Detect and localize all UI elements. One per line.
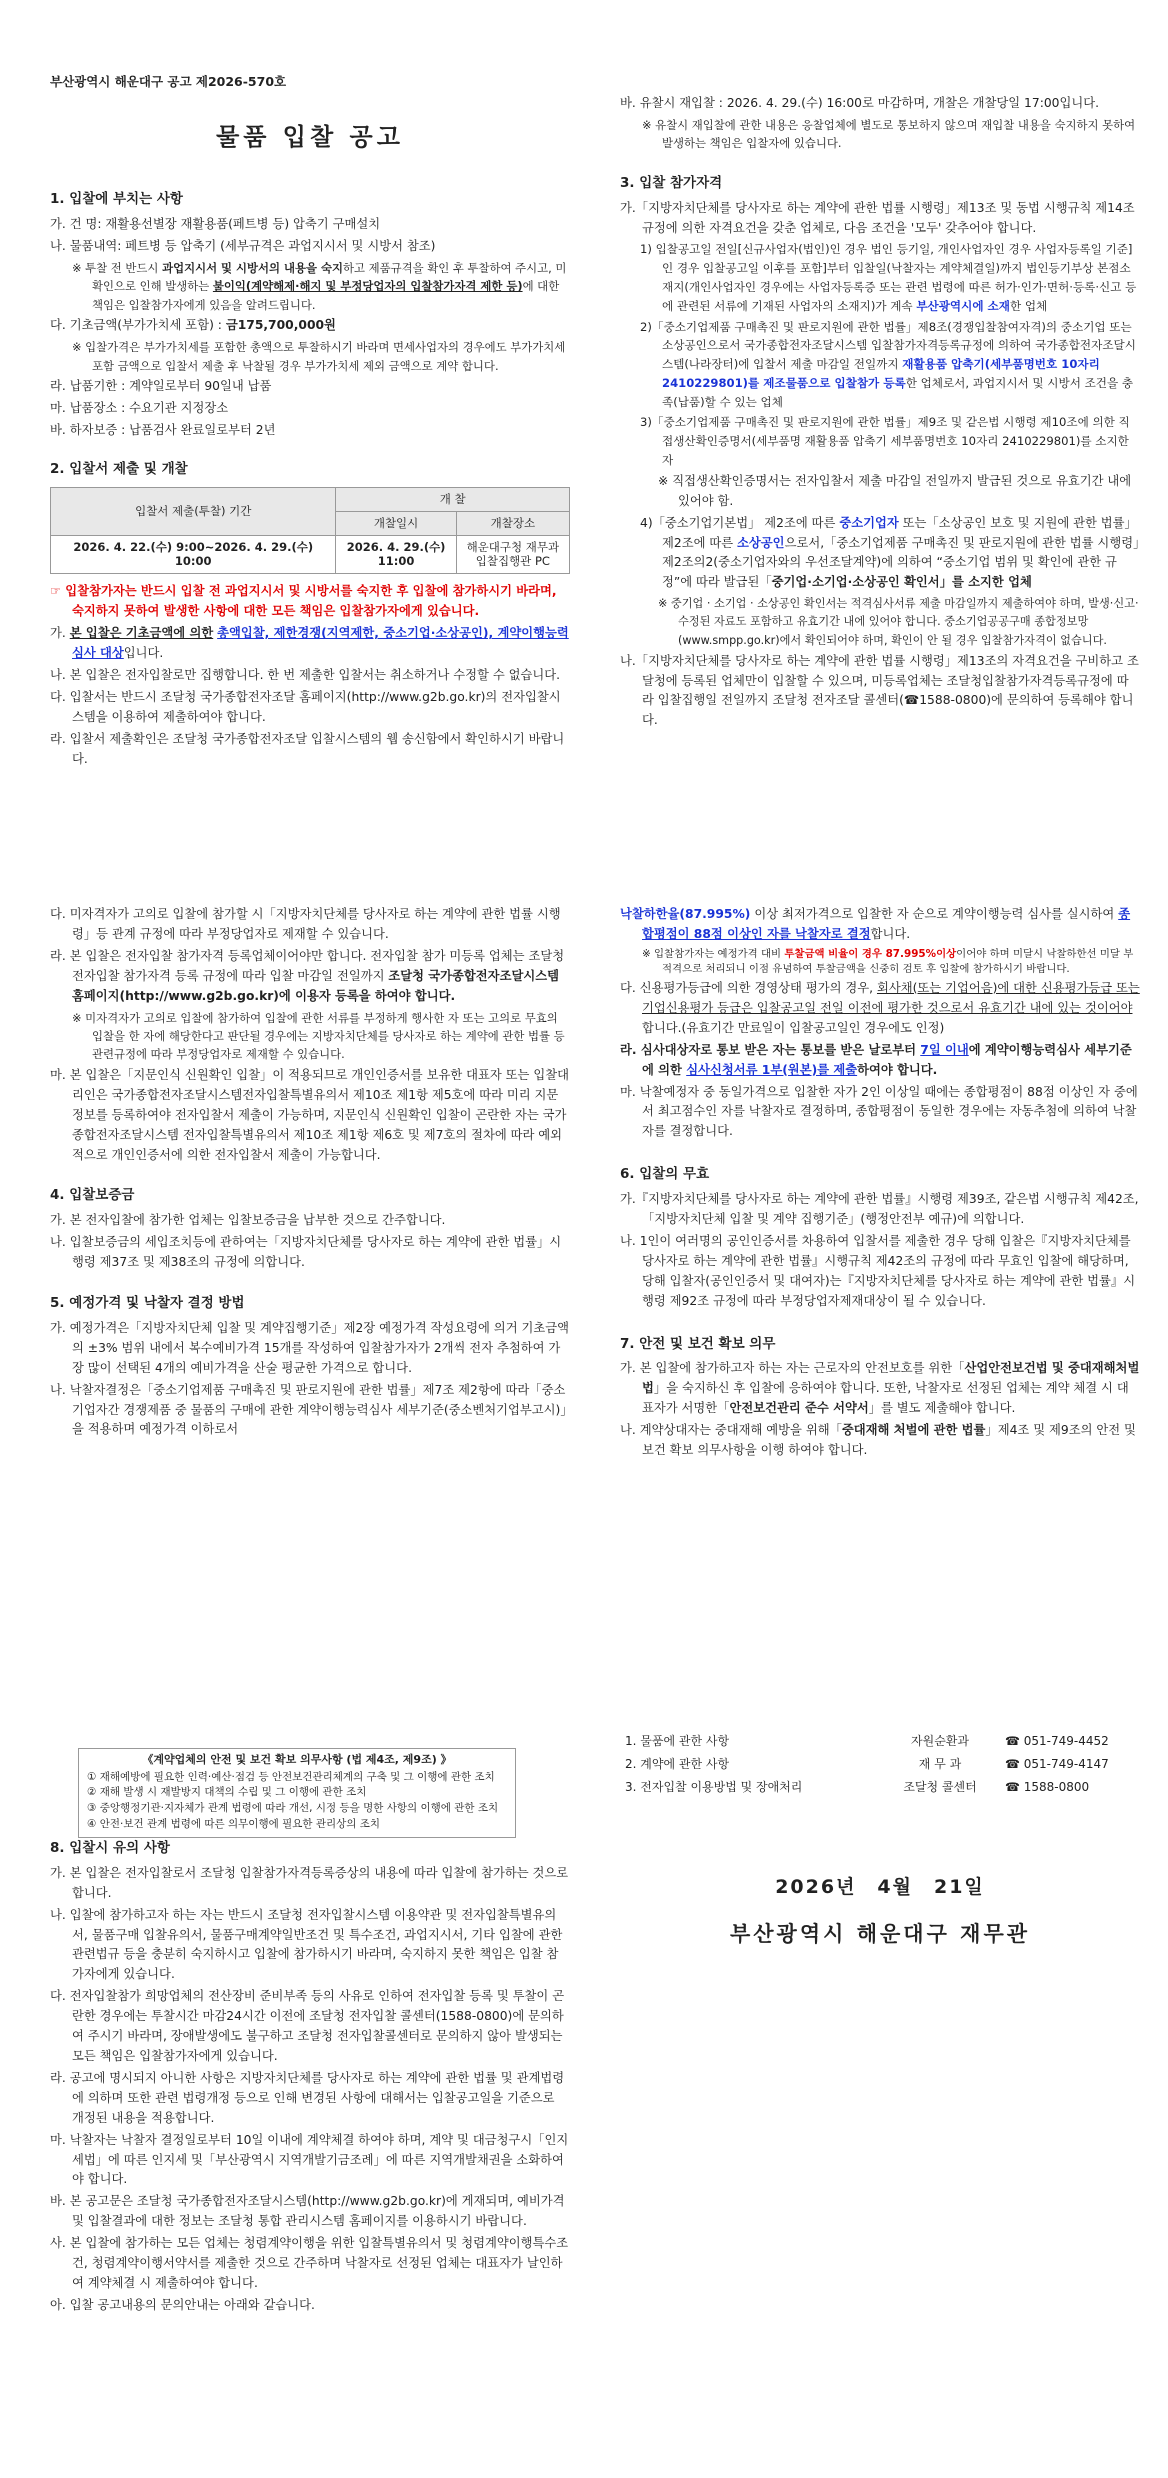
s2-item-a: 가. 본 입찰은 기초금액에 의한 총액입찰, 제한경쟁(지역제한, 중소기업·소상공인), 계약이행능력심사 대상입니다. — [50, 626, 569, 661]
s3-item-a3: 3)「중소기업제품 구매촉진 및 판로지원에 관한 법률」제9조 및 같은법 시행령 제10조에 의한 직접생산확인증명서(세부품명 재활용품 압축기 세부품명번호 10자리 2410229801)를 소지한 자 — [640, 415, 1130, 468]
s8-item-e: 마. 낙찰자는 낙찰자 결정일로부터 10일 이내에 계약체결 하여야 하며, 계약 및 대금청구시「인지세법」에 따른 인지세 및「부산광역시 지역개발기금조례」에 따른 지역개발채권을 소화하여야 합니다. — [50, 2132, 569, 2187]
s1-note-1: ※ 투찰 전 반드시 과업지시서 및 시방서의 내용을 숙지하고 제품규격을 확인 후 투찰하여 주시고, 미확인으로 인해 발생하는 불이익(계약해제·해지 및 부정당업자의 입찰참가자격 제한 등)에 대한 책임은 입찰참가자에게 있음을 알려드립니다. — [72, 260, 567, 312]
contact-row — [625, 1753, 1145, 1776]
schedule-header-open-place: 개찰장소 — [456, 511, 569, 535]
page1-left-column — [50, 72, 570, 772]
s4-item-a: 가. 본 전자입찰에 참가한 업체는 입찰보증금을 납부한 것으로 간주합니다. — [50, 1213, 446, 1228]
page2-right-column — [620, 905, 1140, 1463]
s8-item-a: 가. 본 입찰은 전자입찰로서 조달청 입찰참가자격등록증상의 내용에 따라 입찰에 참가하는 것으로 합니다. — [50, 1865, 569, 1900]
section-6-title: 6. 입찰의 무효 — [620, 1166, 710, 1183]
contact-phone: ☎ 051-749-4147 — [1005, 1756, 1109, 1771]
s8-item-f: 바. 본 공고문은 조달청 국가종합전자조달시스템(http://www.g2b.go.kr)에 게재되며, 예비가격 및 입찰결과에 대한 정보는 조달청 통합 관리시스템 홈페이지를 이용하시기 바랍니다. — [50, 2194, 565, 2229]
s4-item-b: 나. 입찰보증금의 세입조치등에 관하여는「지방자치단체를 당사자로 하는 계약에 관한 법률」시행령 제37조 및 제38조의 규정에 의합니다. — [50, 1235, 562, 1270]
section-2-title: 2. 입찰서 제출 및 개찰 — [50, 460, 188, 477]
section-5-title: 5. 예정가격 및 낙찰자 결정 방법 — [50, 1295, 245, 1312]
contact-row — [625, 1776, 1145, 1799]
page-title: 물품 입찰 공고 — [216, 123, 404, 152]
schedule-table — [50, 487, 570, 575]
contact-dept: 조달청 콜센터 — [903, 1779, 977, 1794]
s3-item-c: 다. 미자격자가 고의로 입찰에 참가할 시「지방자치단체를 당사자로 하는 계약에 관한 법률 시행령」등 관계 규정에 따라 부정당업자로 제재할 수 있습니다. — [50, 907, 561, 941]
s3-item-d: 라. 본 입찰은 전자입찰 참가자격 등록업체이어야만 합니다. 전자입찰 참가 미등록 업체는 조달청 전자입찰 참가자격 등록 규정에 따라 입찰 마감일 전일까지 조달청 국가종합전자조달시스템 홈페이지(http://www.g2b.go.kr)에 이용자 등록을 하여야 합니다. — [50, 948, 565, 1003]
safety-duty-item: ④ 안전·보건 관계 법령에 따른 의무이행에 필요한 관리상의 조치 — [87, 1817, 381, 1830]
s3-item-a: 가.「지방자치단체를 당사자로 하는 계약에 관한 법률 시행령」제13조 및 동법 시행규칙 제14조 규정에 의한 자격요건을 갖춘 업체로, 다음 조건을 '모두' 갖추어야 합니다. — [620, 200, 1135, 235]
contact-dept: 자원순환과 — [911, 1734, 969, 1748]
s3-item-a4: 4)「중소기업기본법」 제2조에 따른 중소기업자 또는「소상공인 보호 및 지원에 관한 법률」 제2조에 따른 소상공인으로서,「중소기업제품 구매촉진 및 판로지원에 관한 법률 시행령」제2조의2(중소기업자와의 우선조달계약)에 의하여 “중소기업 범위 및 확인에 관한 규정”에 따라 발급된「중기업·소기업·소상공인 확인서」를 소지한 업체 — [640, 515, 1140, 590]
s8-item-d: 라. 공고에 명시되지 아니한 사항은 지방자치단체를 당사자로 하는 계약에 관한 법률 및 관계법령에 의하며 또한 관련 법령개정 등으로 인해 변경된 사항에 대해서는 입찰공고일을 기준으로 개정된 내용을 적용합니다. — [50, 2070, 565, 2125]
schedule-header-open-date: 개찰일시 — [336, 511, 456, 535]
s3-item-a1: 1) 입찰공고일 전일[신규사업자(법인)인 경우 법인 등기일, 개인사업자인 경우 사업자등록일 기준]인 경우 입찰공고일 이후를 포함]부터 입찰일(낙찰자는 계약체결일)까지 법인등기부상 본점소재지(개인사업자인 경우에는 사업자등록증 또는 관련 법령에 따른 허가·인가·면허·등록·신고 등에 관련된 서류에 기재된 사업자의 소재지)가 계속 부산광역시에 소재한 업체 — [640, 242, 1137, 313]
contact-list — [625, 1730, 1145, 1798]
section-1-title: 1. 입찰에 부치는 사항 — [50, 191, 183, 208]
section-7-title: 7. 안전 및 보건 확보 의무 — [620, 1335, 776, 1352]
s7-item-b: 나. 계약상대자는 중대재해 예방을 위해「중대재해 처벌에 관한 법률」제4조 및 제9조의 안전 및 보건 확보 의무사항을 이행 하여야 합니다. — [620, 1423, 1136, 1457]
contact-phone: ☎ 1588-0800 — [1005, 1779, 1090, 1794]
notice-number: 부산광역시 해운대구 공고 제2026-570호 — [50, 74, 287, 89]
s1-item-d: 라. 납품기한 : 계약일로부터 90일내 납품 — [50, 379, 272, 394]
contact-phone: ☎ 051-749-4452 — [1005, 1734, 1109, 1748]
schedule-header-period: 입찰서 제출(투찰) 기간 — [51, 487, 336, 535]
s1-item-f: 바. 하자보증 : 납품검사 완료일로부터 2년 — [50, 422, 276, 437]
s3-item-e: 마. 본 입찰은「지문인식 신원확인 입찰」이 적용되므로 개인인증서를 보유한 대표자 또는 입찰대리인은 국가종합전자조달시스템전자입찰특별유의서 제10조 제1항 제5호에 따라 미리 지문정보를 등록하여야 전자입찰서 제출이 가능하며, 지문인식 신원확인 입찰이 곤란한 자는 국가종합전자조달시스템 전자입찰특별유의서 제10조 제1항 제6호 및 제7호의 절차에 따라 예외적으로 개인인증서에 의한 전자입찰서 제출이 가능합니다. — [50, 1067, 569, 1162]
safety-duty-item: ③ 중앙행정기관·지자체가 관계 법령에 따라 개선, 시정 등을 명한 사항의 이행에 관한 조치 — [87, 1802, 499, 1814]
contact-label: 3. 전자입찰 이용방법 및 장애처리 — [625, 1779, 803, 1794]
s2-item-b: 나. 본 입찰은 전자입찰로만 집행합니다. 한 번 제출한 입찰서는 취소하거나 수정할 수 없습니다. — [50, 668, 561, 682]
s1-item-c: 다. 기초금액(부가가치세 포함) : 금175,700,000원 — [50, 318, 336, 333]
s5-item-e: 마. 낙찰예정자 중 동일가격으로 입찰한 자가 2인 이상일 때에는 종합평점이 88점 이상인 자 중에서 최고점수인 자를 낙찰자로 결정하며, 종합평점이 동일한 경우에는 자동추첨에 의하여 낙찰자를 결정합니다. — [620, 1084, 1138, 1139]
page2-left-column — [50, 905, 570, 1442]
s3-item-a2: 2)「중소기업제품 구매촉진 및 판로지원에 관한 법률」제8조(경쟁입찰참여자격)의 중소기업 또는 소상공인으로서 국가종합전자조달시스템 입찰참가자격등록규정에 의하여 국가종합전자조달시스템(나라장터)에 입찰서 제출 마감일 전일까지 재활용품 압축기(세부품명번호 10자리 2410229801)를 제조물품으로 입찰참가 등록한 업체로서, 과업지시서 및 시방서 조건을 충족(납품)할 수 있는 업체 — [640, 319, 1136, 409]
s1-item-b: 나. 물품내역: 페트병 등 압축기 (세부규격은 과업지시서 및 시방서 참조) — [50, 238, 436, 253]
schedule-period: 2026. 4. 22.(수) 9:00~2026. 4. 29.(수) 10:00 — [51, 535, 336, 574]
page3-left-column — [50, 1838, 570, 2318]
page1-right-column — [620, 72, 1140, 733]
s5-item-b-cont: 낙찰하한율(87.995%) 이상 최저가격으로 입찰한 자 순으로 계약이행능력 심사를 실시하여 종합평점이 88점 이상인 자를 낙찰자로 결정합니다. — [620, 907, 1131, 941]
s1-item-a: 가. 건 명: 재활용선별장 재활용품(페트병 등) 압축기 구매설치 — [50, 216, 381, 231]
s5-item-d: 라. 심사대상자로 통보 받은 자는 통보를 받은 날로부터 7일 이내에 계약이행능력심사 세부기준에 의한 심사신청서류 1부(원본)를 제출하여야 합니다. — [620, 1042, 1132, 1077]
safety-duty-item: ② 재해 발생 시 재발방지 대책의 수립 및 그 이행에 관한 조치 — [87, 1786, 367, 1799]
s2-item-c: 다. 입찰서는 반드시 조달청 국가종합전자조달 홈페이지(http://www.g2b.go.kr)의 전자입찰시스템을 이용하여 제출하여야 합니다. — [50, 689, 561, 724]
s8-item-b: 나. 입찰에 참가하고자 하는 자는 반드시 조달청 전자입찰시스템 이용약관 및 전자입찰특별유의서, 물품구매 입찰유의서, 물품구매계약일반조건 및 특수조건, 과업지시서, 기타 입찰에 관한 관련법규 등을 충분히 숙지하시고 입찰에 참가하시기 바라며, 숙지하지 못한 책임은 입찰 참가자에게 있습니다. — [50, 1907, 563, 1982]
s3-item-a3-note: ※ 직접생산확인증명서는 전자입찰서 제출 마감일 전일까지 발급된 것으로 유효기간 내에 있어야 함. — [658, 473, 1132, 508]
s3-item-d-note: ※ 미자격자가 고의로 입찰에 참가하여 입찰에 관한 서류를 부정하게 행사한 자 또는 고의로 무효의 입찰을 한 자에 해당한다고 판단될 경우에는 지방자치단체를 당사자로 하는 계약에 관한 법률 등 관련규정에 따라 부정당업자로 제재할 수 있습니다. — [72, 1010, 565, 1062]
schedule-open-datetime: 2026. 4. 29.(수) 11:00 — [336, 535, 456, 574]
s2-item-e-note: ※ 유찰시 재입찰에 관한 내용은 응찰업체에 별도로 통보하지 않으며 재입찰 내용을 숙지하지 못하여 발생하는 책임은 입찰자에 있습니다. — [642, 117, 1136, 151]
s5-item-c: 다. 신용평가등급에 의한 경영상태 평가의 경우, 회사채(또는 기업어음)에 대한 신용평가등급 또는 기업신용평가 등급은 입찰공고일 전일 이전에 평가한 것으로서 유효기간 내에 있는 것이어야 합니다.(유효기간 만료일이 입찰공고일인 경우에도 인정) — [620, 980, 1140, 1035]
notice-date: 2026년 4월 21일 — [775, 1876, 985, 1898]
safety-duties-caption: 《계약업체의 안전 및 보건 확보 의무사항 (법 제4조, 제9조) 》 — [142, 1753, 452, 1766]
s8-item-g: 사. 본 입찰에 참가하는 모든 업체는 청렴계약이행을 위한 입찰특별유의서 및 청렴계약이행특수조건, 청렴계약이행서약서를 제출한 것으로 간주하며 낙찰자로 선정된 업체는 대표자가 날인하여 계약체결 시 제출하여야 합니다. — [50, 2236, 569, 2290]
schedule-header-opening: 개 찰 — [336, 487, 570, 511]
section-8-title: 8. 입찰시 유의 사항 — [50, 1840, 170, 1856]
s7-item-a: 가. 본 입찰에 참가하고자 하는 자는 근로자의 안전보호를 위한「산업안전보건법 및 중대재해처벌법」을 숙지하신 후 입찰에 응하여야 합니다. 또한, 낙찰자로 선정된 업체는 계약 체결 시 대표자가 서명한「안전보건관리 준수 서약서」를 별도 제출해야 합니다. — [620, 1361, 1140, 1416]
s2-item-d: 라. 입찰서 제출확인은 조달청 국가종합전자조달 입찰시스템의 웹 송신함에서 확인하시기 바랍니다. — [50, 731, 565, 766]
safety-duty-item: ① 재해예방에 필요한 인력·예산·점검 등 안전보건관리체계의 구축 및 그 이행에 관한 조치 — [87, 1770, 495, 1783]
s8-item-h: 아. 입찰 공고내용의 문의안내는 아래와 같습니다. — [50, 2297, 315, 2312]
section-4-title: 4. 입찰보증금 — [50, 1187, 135, 1204]
safety-duties-box — [78, 1748, 516, 1838]
s1-note-2: ※ 입찰가격은 부가가치세를 포함한 총액으로 투찰하시기 바라며 면세사업자의 경우에도 부가가치세 포함 금액으로 입찰서 제출 후 낙찰될 경우 부가가치세 제외 금액으로 계약 합니다. — [72, 340, 566, 373]
warning-notice: ☞ 입찰참가자는 반드시 입찰 전 과업지시서 및 시방서를 숙지한 후 입찰에 참가하시기 바라며, 숙지하지 못하여 발생한 사항에 대한 모든 책임은 입찰참가자에게 있습니다. — [50, 584, 557, 619]
s1-item-e: 마. 납품장소 : 수요기관 지정장소 — [50, 400, 229, 415]
s8-item-c: 다. 전자입찰참가 희망업체의 전산장비 준비부족 등의 사유로 인하여 전자입찰 등록 및 투찰이 곤란한 경우에는 투찰시간 마감24시간 이전에 조달청 전자입찰 콜센터(1588-0800)에 문의하여 주시기 바라며, 장애발생에도 불구하고 조달청 전자입찰콜센터로 문의하지 않아 발생되는 모든 책임은 입찰참가자에게 있습니다. — [50, 1989, 565, 2064]
contact-row — [625, 1730, 1145, 1753]
s6-item-b: 나. 1인이 여러명의 공인인증서를 차용하여 입찰서를 제출한 경우 당해 입찰은『지방자치단체를 당사자로 하는 계약에 관한 법률』시행규칙 제42조의 규정에 따라 무효인 입찰에 해당하며, 당해 입찰자(공인인증서 및 대여자)는『지방자치단체를 당사자로 하는 계약에 관한 법률』시행령 제92조 규정에 따라 부정당업자제재대상이 될 수 있습니다. — [620, 1233, 1136, 1308]
s6-item-a: 가.『지방자치단체를 당사자로 하는 계약에 관한 법률』시행령 제39조, 같은법 시행규칙 제42조,「지방자치단체 입찰 및 계약 집행기준」(행정안전부 예규)에 의합니다. — [620, 1192, 1139, 1226]
s5-item-b-note: ※ 입찰참가자는 예정가격 대비 투찰금액 비율이 경우 87.995%이상이어야 하며 미달시 낙찰하한선 미달 부적격으로 처리되니 이점 유념하여 투찰금액을 신중히 검토 후 입찰에 참가하시기 바랍니다. — [642, 947, 1134, 975]
s3-item-b: 나.「지방자치단체를 당사자로 하는 계약에 관한 법률 시행령」제13조의 자격요건을 구비하고 조달청에 등록된 업체만이 입찰할 수 있으며, 미등록업체는 조달청입찰참가자격등록규정에 따라 입찰집행일 전일까지 조달청 전자조달 콜센터(☎1588-0800)에 문의하여 등록해야 합니다. — [620, 653, 1139, 728]
contact-label: 1. 물품에 관한 사항 — [625, 1734, 730, 1748]
section-3-title: 3. 입찰 참가자격 — [620, 174, 723, 191]
issuer-name: 부산광역시 해운대구 재무관 — [729, 1922, 1031, 1946]
s5-item-b: 나. 낙찰자결정은「중소기업제품 구매촉진 및 판로지원에 관한 법률」제7조 제2항에 따라「중소기업자간 경쟁제품 중 물품의 구매에 관한 계약이행능력심사 세부기준(중소벤처기업부고시)」을 적용하며 예정가격 이하로서 — [50, 1382, 567, 1437]
contact-label: 2. 계약에 관한 사항 — [625, 1756, 730, 1771]
contact-dept: 재 무 과 — [918, 1756, 962, 1771]
s2-item-e: 바. 유찰시 재입찰 : 2026. 4. 29.(수) 16:00로 마감하며, 개찰은 개찰당일 17:00입니다. — [620, 95, 1100, 110]
s3-item-a4-note: ※ 중기업 · 소기업 · 소상공인 확인서는 적격심사서류 제출 마감일까지 제출하여야 하며, 발생·신고·수정된 자료도 포함하고 유효기간 내에 있어야 합니다. 중소기업공공구매 종합정보망(www.smpp.go.kr)에서 확인되어야 하며, 확인이 안 될 경우 입찰참가자격이 없습니다. — [658, 597, 1139, 647]
s5-item-a: 가. 예정가격은「지방자치단체 입찰 및 계약집행기준」제2장 예정가격 작성요령에 의거 기초금액의 ±3% 범위 내에서 복수예비가격 15개를 작성하여 입찰참가자가 2개씩 전자 추첨하여 가장 많이 선택된 4개의 예비가격을 산술 평균한 가격으로 합니다. — [50, 1320, 569, 1375]
schedule-open-place: 해운대구청 재무과 입찰집행관 PC — [456, 535, 569, 574]
